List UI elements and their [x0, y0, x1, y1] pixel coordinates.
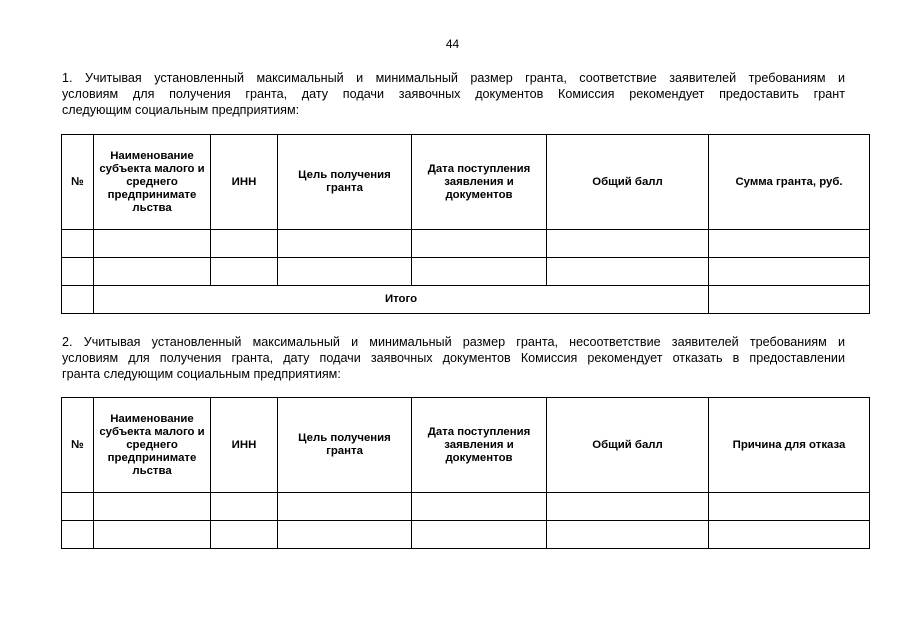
header-inn: ИНН	[211, 135, 278, 230]
header-purpose: Цель получения гранта	[278, 135, 412, 230]
table-header-row	[62, 135, 870, 230]
paragraph-line: 1. Учитывая установленный максимальный и минимальный размер гранта, соответствие заявителей требованиям и	[62, 71, 845, 85]
table-cell[interactable]	[412, 493, 547, 521]
table-cell[interactable]	[412, 230, 547, 258]
table-cell[interactable]	[709, 230, 870, 258]
table-cell[interactable]	[709, 493, 870, 521]
section-2-paragraph	[62, 334, 845, 382]
table-cell[interactable]	[278, 258, 412, 286]
header-grant-amount: Сумма гранта, руб.	[709, 135, 870, 230]
table-cell[interactable]	[211, 493, 278, 521]
header-name: Наименование субъекта малого и среднего предпринимате льства	[94, 398, 211, 493]
header-refusal-reason: Причина для отказа	[709, 398, 870, 493]
table-cell[interactable]	[94, 230, 211, 258]
paragraph-line: 2. Учитывая установленный максимальный и минимальный размер гранта, несоответствие заявителей требованиям и	[62, 335, 845, 349]
header-date: Дата поступления заявления и документов	[412, 398, 547, 493]
table-row	[62, 258, 870, 286]
total-label: Итого	[94, 286, 709, 314]
header-name: Наименование субъекта малого и среднего предпринимате льства	[94, 135, 211, 230]
header-num: №	[62, 398, 94, 493]
table-cell[interactable]	[278, 521, 412, 549]
table-cell[interactable]	[547, 230, 709, 258]
grant-recipients-table	[61, 134, 870, 314]
paragraph-line: условиям для получения гранта, дату подачи заявочных документов Комиссия рекомендует предоставить грант	[62, 87, 845, 101]
page-number: 44	[445, 37, 460, 51]
table-cell[interactable]	[62, 493, 94, 521]
table-cell[interactable]	[211, 230, 278, 258]
table-cell[interactable]	[211, 521, 278, 549]
table-cell[interactable]	[94, 493, 211, 521]
table-cell[interactable]	[94, 258, 211, 286]
header-purpose: Цель получения гранта	[278, 398, 412, 493]
table-cell[interactable]	[62, 230, 94, 258]
header-score: Общий балл	[547, 135, 709, 230]
table-row	[62, 521, 870, 549]
table-cell[interactable]	[412, 521, 547, 549]
total-amount-cell[interactable]	[709, 286, 870, 314]
section-1-paragraph	[62, 70, 845, 118]
table-cell[interactable]	[62, 521, 94, 549]
table-total-row	[62, 286, 870, 314]
table-cell[interactable]	[547, 521, 709, 549]
grant-refusals-table	[61, 397, 870, 549]
header-score: Общий балл	[547, 398, 709, 493]
paragraph-line: гранта следующим социальным предприятиям:	[62, 367, 341, 381]
paragraph-line: условиям для получения гранта, дату подачи заявочных документов Комиссия рекомендует отказать в предоставлении	[62, 351, 845, 365]
table-cell[interactable]	[62, 258, 94, 286]
table-cell[interactable]	[547, 493, 709, 521]
header-date: Дата поступления заявления и документов	[412, 135, 547, 230]
paragraph-line: следующим социальным предприятиям:	[62, 103, 300, 117]
table-cell[interactable]	[278, 230, 412, 258]
table-cell[interactable]	[94, 521, 211, 549]
header-inn: ИНН	[211, 398, 278, 493]
table-cell[interactable]	[709, 521, 870, 549]
table-cell[interactable]	[278, 493, 412, 521]
header-num: №	[62, 135, 94, 230]
table-cell[interactable]	[709, 258, 870, 286]
table-cell[interactable]	[211, 258, 278, 286]
table-header-row	[62, 398, 870, 493]
table-row	[62, 493, 870, 521]
table-cell[interactable]	[412, 258, 547, 286]
table-cell[interactable]	[62, 286, 94, 314]
table-cell[interactable]	[547, 258, 709, 286]
table-row	[62, 230, 870, 258]
